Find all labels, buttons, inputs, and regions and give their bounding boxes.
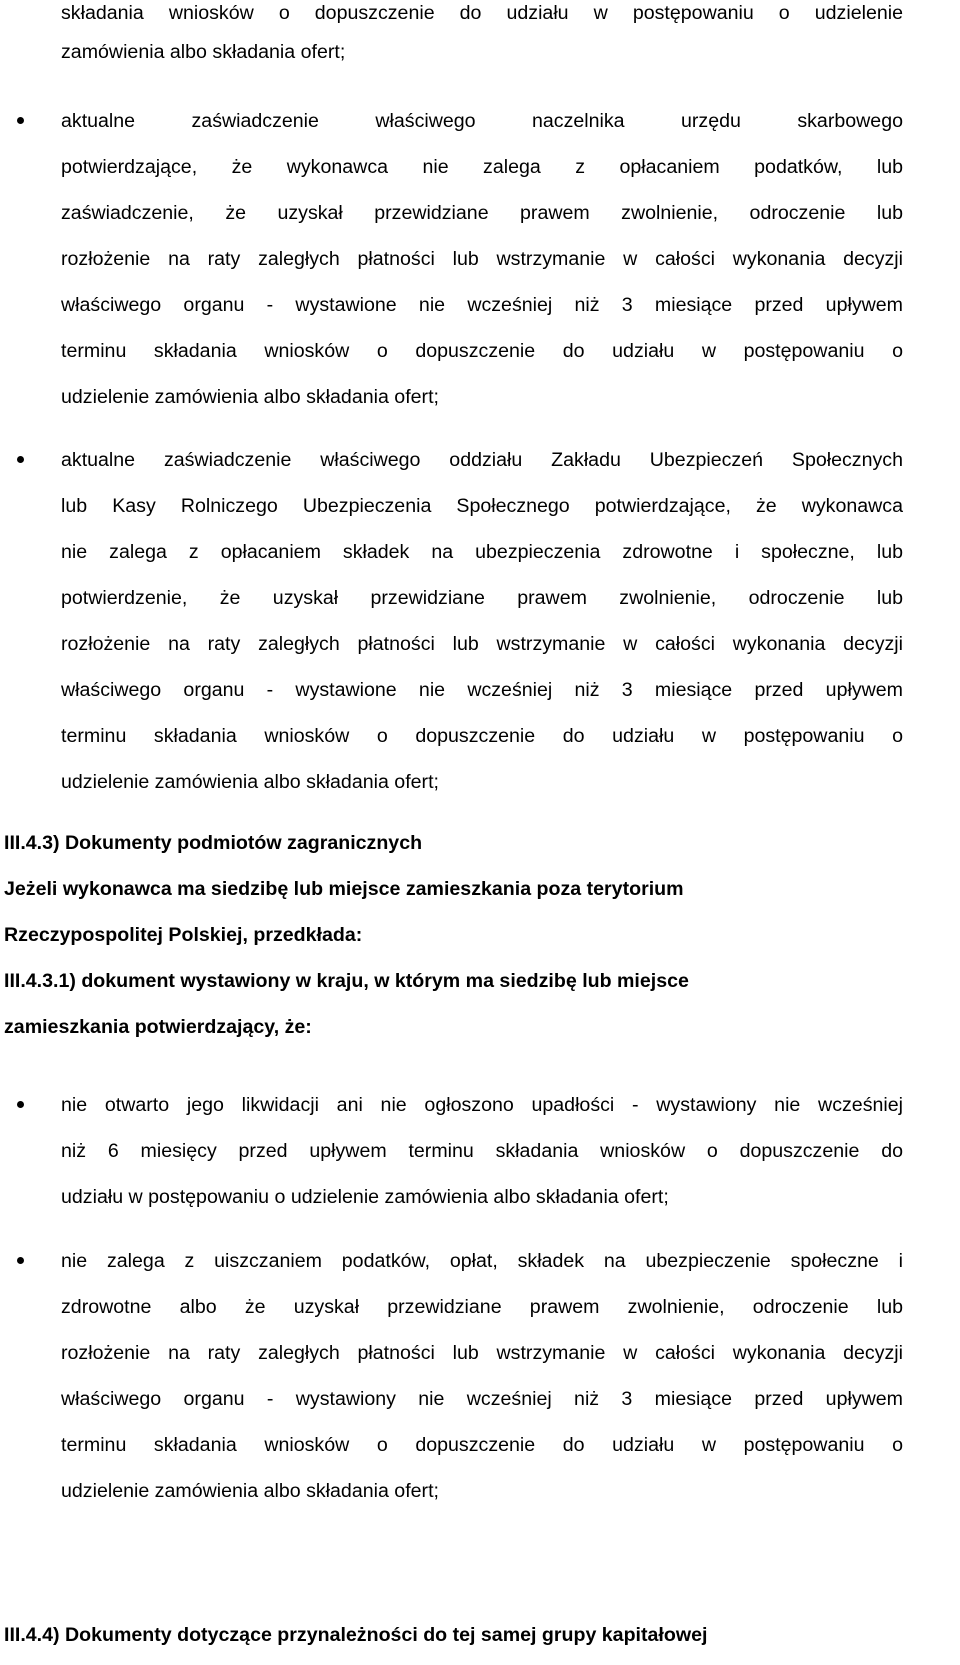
- subsection-heading-line: III.4.3.1) dokument wystawiony w kraju, w którym ma siedzibę lub miejsce: [4, 970, 689, 992]
- list-item-line: potwierdzające, że wykonawca nie zalega z opłacaniem podatków, lub: [61, 156, 903, 178]
- list-item-line: zdrowotne albo że uzyskał przewidziane prawem zwolnienie, odroczenie lub: [61, 1296, 903, 1318]
- list-item-line: właściwego organu - wystawione nie wcześniej niż 3 miesiące przed upływem: [61, 294, 903, 316]
- list-item-line: udziału w postępowaniu o udzielenie zamówienia albo składania ofert;: [61, 1186, 669, 1208]
- list-item-line: nie zalega z opłacaniem składek na ubezpieczenia zdrowotne i społeczne, lub: [61, 541, 903, 563]
- bullet-icon: [17, 117, 24, 124]
- list-item-line: udzielenie zamówienia albo składania ofert;: [61, 386, 439, 408]
- list-item-line: właściwego organu - wystawiony nie wcześniej niż 3 miesiące przed upływem: [61, 1388, 903, 1410]
- bullet-icon: [17, 456, 24, 463]
- list-item-line: udzielenie zamówienia albo składania ofert;: [61, 1480, 439, 1502]
- list-item-line: terminu składania wniosków o dopuszczenie do udziału w postępowaniu o: [61, 1434, 903, 1456]
- list-item-line: aktualne zaświadczenie właściwego naczelnika urzędu skarbowego: [61, 110, 903, 132]
- list-item-line: lub Kasy Rolniczego Ubezpieczenia Społecznego potwierdzające, że wykonawca: [61, 495, 903, 517]
- list-item-line: udzielenie zamówienia albo składania ofert;: [61, 771, 439, 793]
- list-item-line: rozłożenie na raty zaległych płatności lub wstrzymanie w całości wykonania decyzji: [61, 633, 903, 655]
- list-item-line: nie zalega z uiszczaniem podatków, opłat, składek na ubezpieczenie społeczne i: [61, 1250, 903, 1272]
- list-item-line: zaświadczenie, że uzyskał przewidziane prawem zwolnienie, odroczenie lub: [61, 202, 903, 224]
- section-intro-line: Jeżeli wykonawca ma siedzibę lub miejsce zamieszkania poza terytorium: [4, 878, 684, 900]
- section-heading: III.4.3) Dokumenty podmiotów zagranicznych: [4, 832, 423, 854]
- bullet-icon: [17, 1101, 24, 1108]
- section-intro-line: Rzeczypospolitej Polskiej, przedkłada:: [4, 924, 363, 946]
- section-heading: III.4.4) Dokumenty dotyczące przynależności do tej samej grupy kapitałowej: [4, 1624, 708, 1646]
- list-item-line: nie otwarto jego likwidacji ani nie ogłoszono upadłości - wystawiony nie wcześniej: [61, 1094, 903, 1116]
- intro-line: składania wniosków o dopuszczenie do udziału w postępowaniu o udzielenie: [61, 2, 903, 24]
- list-item-line: aktualne zaświadczenie właściwego oddziału Zakładu Ubezpieczeń Społecznych: [61, 449, 903, 471]
- intro-line: zamówienia albo składania ofert;: [61, 41, 346, 63]
- list-item-line: rozłożenie na raty zaległych płatności lub wstrzymanie w całości wykonania decyzji: [61, 1342, 903, 1364]
- list-item-line: terminu składania wniosków o dopuszczenie do udziału w postępowaniu o: [61, 340, 903, 362]
- list-item-line: niż 6 miesięcy przed upływem terminu składania wniosków o dopuszczenie do: [61, 1140, 903, 1162]
- subsection-heading-line: zamieszkania potwierdzający, że:: [4, 1016, 312, 1038]
- list-item-line: rozłożenie na raty zaległych płatności lub wstrzymanie w całości wykonania decyzji: [61, 248, 903, 270]
- list-item-line: potwierdzenie, że uzyskał przewidziane prawem zwolnienie, odroczenie lub: [61, 587, 903, 609]
- bullet-icon: [17, 1257, 24, 1264]
- list-item-line: terminu składania wniosków o dopuszczenie do udziału w postępowaniu o: [61, 725, 903, 747]
- list-item-line: właściwego organu - wystawione nie wcześniej niż 3 miesiące przed upływem: [61, 679, 903, 701]
